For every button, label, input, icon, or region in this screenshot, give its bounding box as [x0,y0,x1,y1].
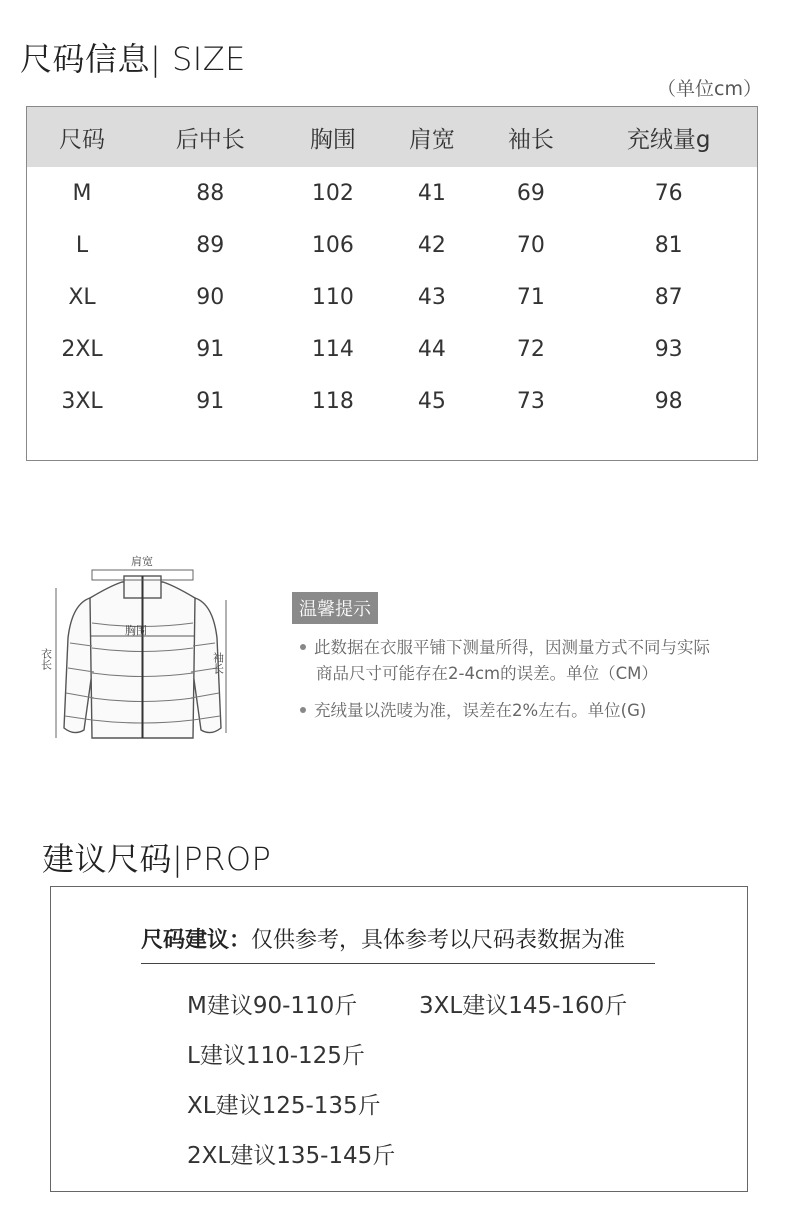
cell-fill-weight: 76 [654,180,683,206]
bullet-icon [300,644,306,650]
tip-text-1a: 此数据在衣服平铺下测量所得，因测量方式不同与实际 [314,638,710,657]
cell-size: L [75,232,89,258]
tip-line-2 [300,697,646,721]
cell-chest: 102 [311,180,354,206]
cell-sleeve: 71 [516,284,545,310]
cell-size: XL [68,284,96,310]
cell-shoulder: 45 [417,388,446,414]
unit-label: （单位cm） [657,78,762,100]
sleeve-length-label: 袖长 [211,652,225,674]
recommendation-box [50,886,748,1192]
header-chest: 胸围 [283,107,382,167]
heading-divider [141,963,655,964]
body-length-label: 衣长 [39,648,53,670]
size-table-container [26,106,758,461]
cell-shoulder: 44 [417,336,446,362]
table-row [27,271,757,323]
recommendation-2xl: 2XL建议135-145斤 [187,1143,396,1169]
cell-shoulder: 43 [417,284,446,310]
cell-sleeve: 70 [516,232,545,258]
bullet-icon [300,707,306,713]
jacket-measurement-diagram [39,548,235,748]
size-table [27,107,757,427]
tip-text-1b: 商品尺寸可能存在2-4cm的误差。单位（CM） [316,664,658,683]
cell-size: M [72,180,92,206]
tips-badge: 温馨提示 [292,592,378,624]
cell-fill-weight: 81 [654,232,683,258]
cell-back-length: 89 [196,232,225,258]
table-row [27,219,757,271]
table-row [27,375,757,427]
cell-size: 3XL [61,388,103,414]
cell-chest: 110 [311,284,354,310]
table-row [27,167,757,219]
recommendation-heading-note: 仅供参考，具体参考以尺码表数据为准 [251,928,626,953]
cell-size: 2XL [61,336,103,362]
tip-line-1 [300,634,710,658]
cell-chest: 114 [311,336,354,362]
cell-chest: 118 [311,388,354,414]
header-back-length: 后中长 [137,107,283,167]
table-row [27,323,757,375]
header-fill-weight: 充绒量g [580,107,757,167]
cell-back-length: 88 [196,180,225,206]
cell-shoulder: 42 [417,232,446,258]
chest-label: 胸围 [125,624,147,637]
recommendation-heading [141,923,625,954]
shoulder-width-label: 肩宽 [131,555,153,568]
cell-sleeve: 69 [516,180,545,206]
cell-fill-weight: 93 [654,336,683,362]
prop-section-title: 建议尺码|PROP [42,840,272,878]
size-section-title: 尺码信息| SIZE [20,40,246,78]
header-sleeve: 袖长 [481,107,580,167]
header-shoulder: 肩宽 [382,107,481,167]
tip-text-2: 充绒量以洗唛为准，误差在2%左右。单位(G) [314,701,647,720]
header-size: 尺码 [27,107,137,167]
cell-shoulder: 41 [417,180,446,206]
cell-fill-weight: 98 [654,388,683,414]
recommendation-l: L建议110-125斤 [187,1043,365,1069]
cell-sleeve: 72 [516,336,545,362]
cell-chest: 106 [311,232,354,258]
cell-back-length: 91 [196,336,225,362]
recommendation-heading-label: 尺码建议： [141,928,252,953]
cell-fill-weight: 87 [654,284,683,310]
recommendation-xl: XL建议125-135斤 [187,1093,381,1119]
cell-back-length: 91 [196,388,225,414]
recommendation-3xl: 3XL建议145-160斤 [419,993,628,1019]
cell-sleeve: 73 [516,388,545,414]
cell-back-length: 90 [196,284,225,310]
size-table-header-row [27,107,757,167]
recommendation-m: M建议90-110斤 [187,993,358,1019]
